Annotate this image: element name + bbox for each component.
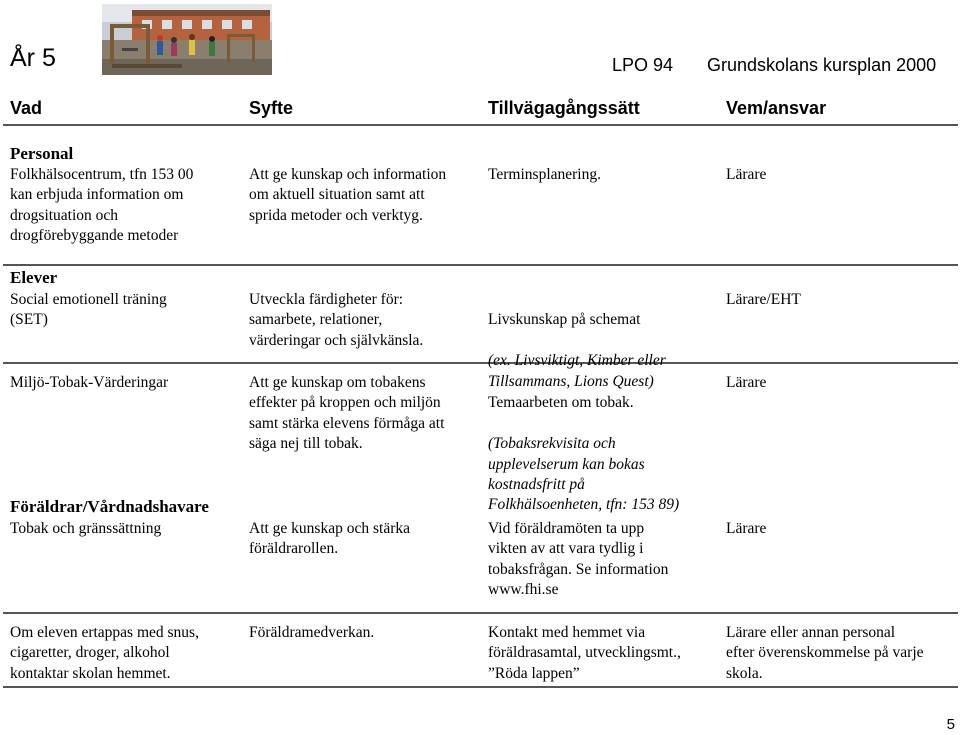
row3-approach-note: (Tobaksrekvisita och upplevelserum kan bokas kostnadsfritt på Folkhälsoenheten, tfn: 153 89) <box>488 435 680 514</box>
divider <box>3 686 958 688</box>
row2-purpose: Utveckla färdigheter för: samarbete, relationer, värderingar och självkänsla. <box>249 291 424 349</box>
column-header-approach: Tillvägagångssätt <box>488 98 640 118</box>
divider <box>3 612 958 614</box>
row3-approach-text: Temaarbeten om tobak. <box>488 394 634 412</box>
section-heading-elever: Elever <box>10 268 58 287</box>
row5-purpose: Föräldramedverkan. <box>249 624 375 641</box>
curriculum-label: Grundskolans kursplan 2000 <box>707 55 937 75</box>
row5-responsible: Lärare eller annan personal efter överenskommelse på varje skola. <box>726 624 924 682</box>
divider <box>3 362 958 364</box>
row5-approach: Kontakt med hemmet via föräldrasamtal, utvecklingsmt., ”Röda lappen” <box>488 624 681 682</box>
schoolyard-photo <box>102 4 272 75</box>
column-header-responsible: Vem/ansvar <box>726 98 827 118</box>
column-header-what: Vad <box>10 98 43 118</box>
row3-responsible: Lärare <box>726 374 767 391</box>
column-header-purpose: Syfte <box>249 98 294 118</box>
row4-responsible: Lärare <box>726 520 767 537</box>
row1-approach: Terminsplanering. <box>488 166 601 183</box>
section-heading-foraldrar: Föräldrar/Vårdnadshavare <box>10 497 209 516</box>
row2-responsible: Lärare/EHT <box>726 291 801 308</box>
row2-approach-text: Livskunskap på schemat <box>488 311 641 329</box>
row4-approach: Vid föräldramöten ta upp vikten av att vara tydlig i tobaksfrågan. Se information www.fhi.se <box>488 520 669 599</box>
row1-responsible: Lärare <box>726 166 767 183</box>
row2-approach-note: (ex. Livsviktigt, Kimber eller Tillsammans, Lions Quest) <box>488 352 666 390</box>
row3-approach <box>488 373 720 516</box>
row1-purpose: Att ge kunskap och information om aktuell situation samt att sprida metoder och verktyg. <box>249 166 447 224</box>
divider <box>3 264 958 266</box>
section-heading-personal: Personal <box>10 144 74 163</box>
row4-purpose: Att ge kunskap och stärka föräldrarollen. <box>249 520 410 558</box>
row4-what: Tobak och gränssättning <box>10 520 162 537</box>
page-number: 5 <box>946 716 955 733</box>
divider <box>3 124 958 126</box>
row5-what: Om eleven ertappas med snus, cigaretter, droger, alkohol kontaktar skolan hemmet. <box>10 624 199 682</box>
row2-what: Social emotionell träning (SET) <box>10 291 167 329</box>
lpo-label: LPO 94 <box>612 55 674 75</box>
row3-purpose: Att ge kunskap om tobakens effekter på kroppen och miljön samt stärka elevens förmåga att säga nej till tobak. <box>249 374 445 453</box>
year-heading: År 5 <box>10 44 56 72</box>
row3-what: Miljö-Tobak-Värderingar <box>10 374 169 391</box>
row1-what: Folkhälsocentrum, tfn 153 00 kan erbjuda information om drogsituation och drogförebyggande metoder <box>10 166 194 245</box>
